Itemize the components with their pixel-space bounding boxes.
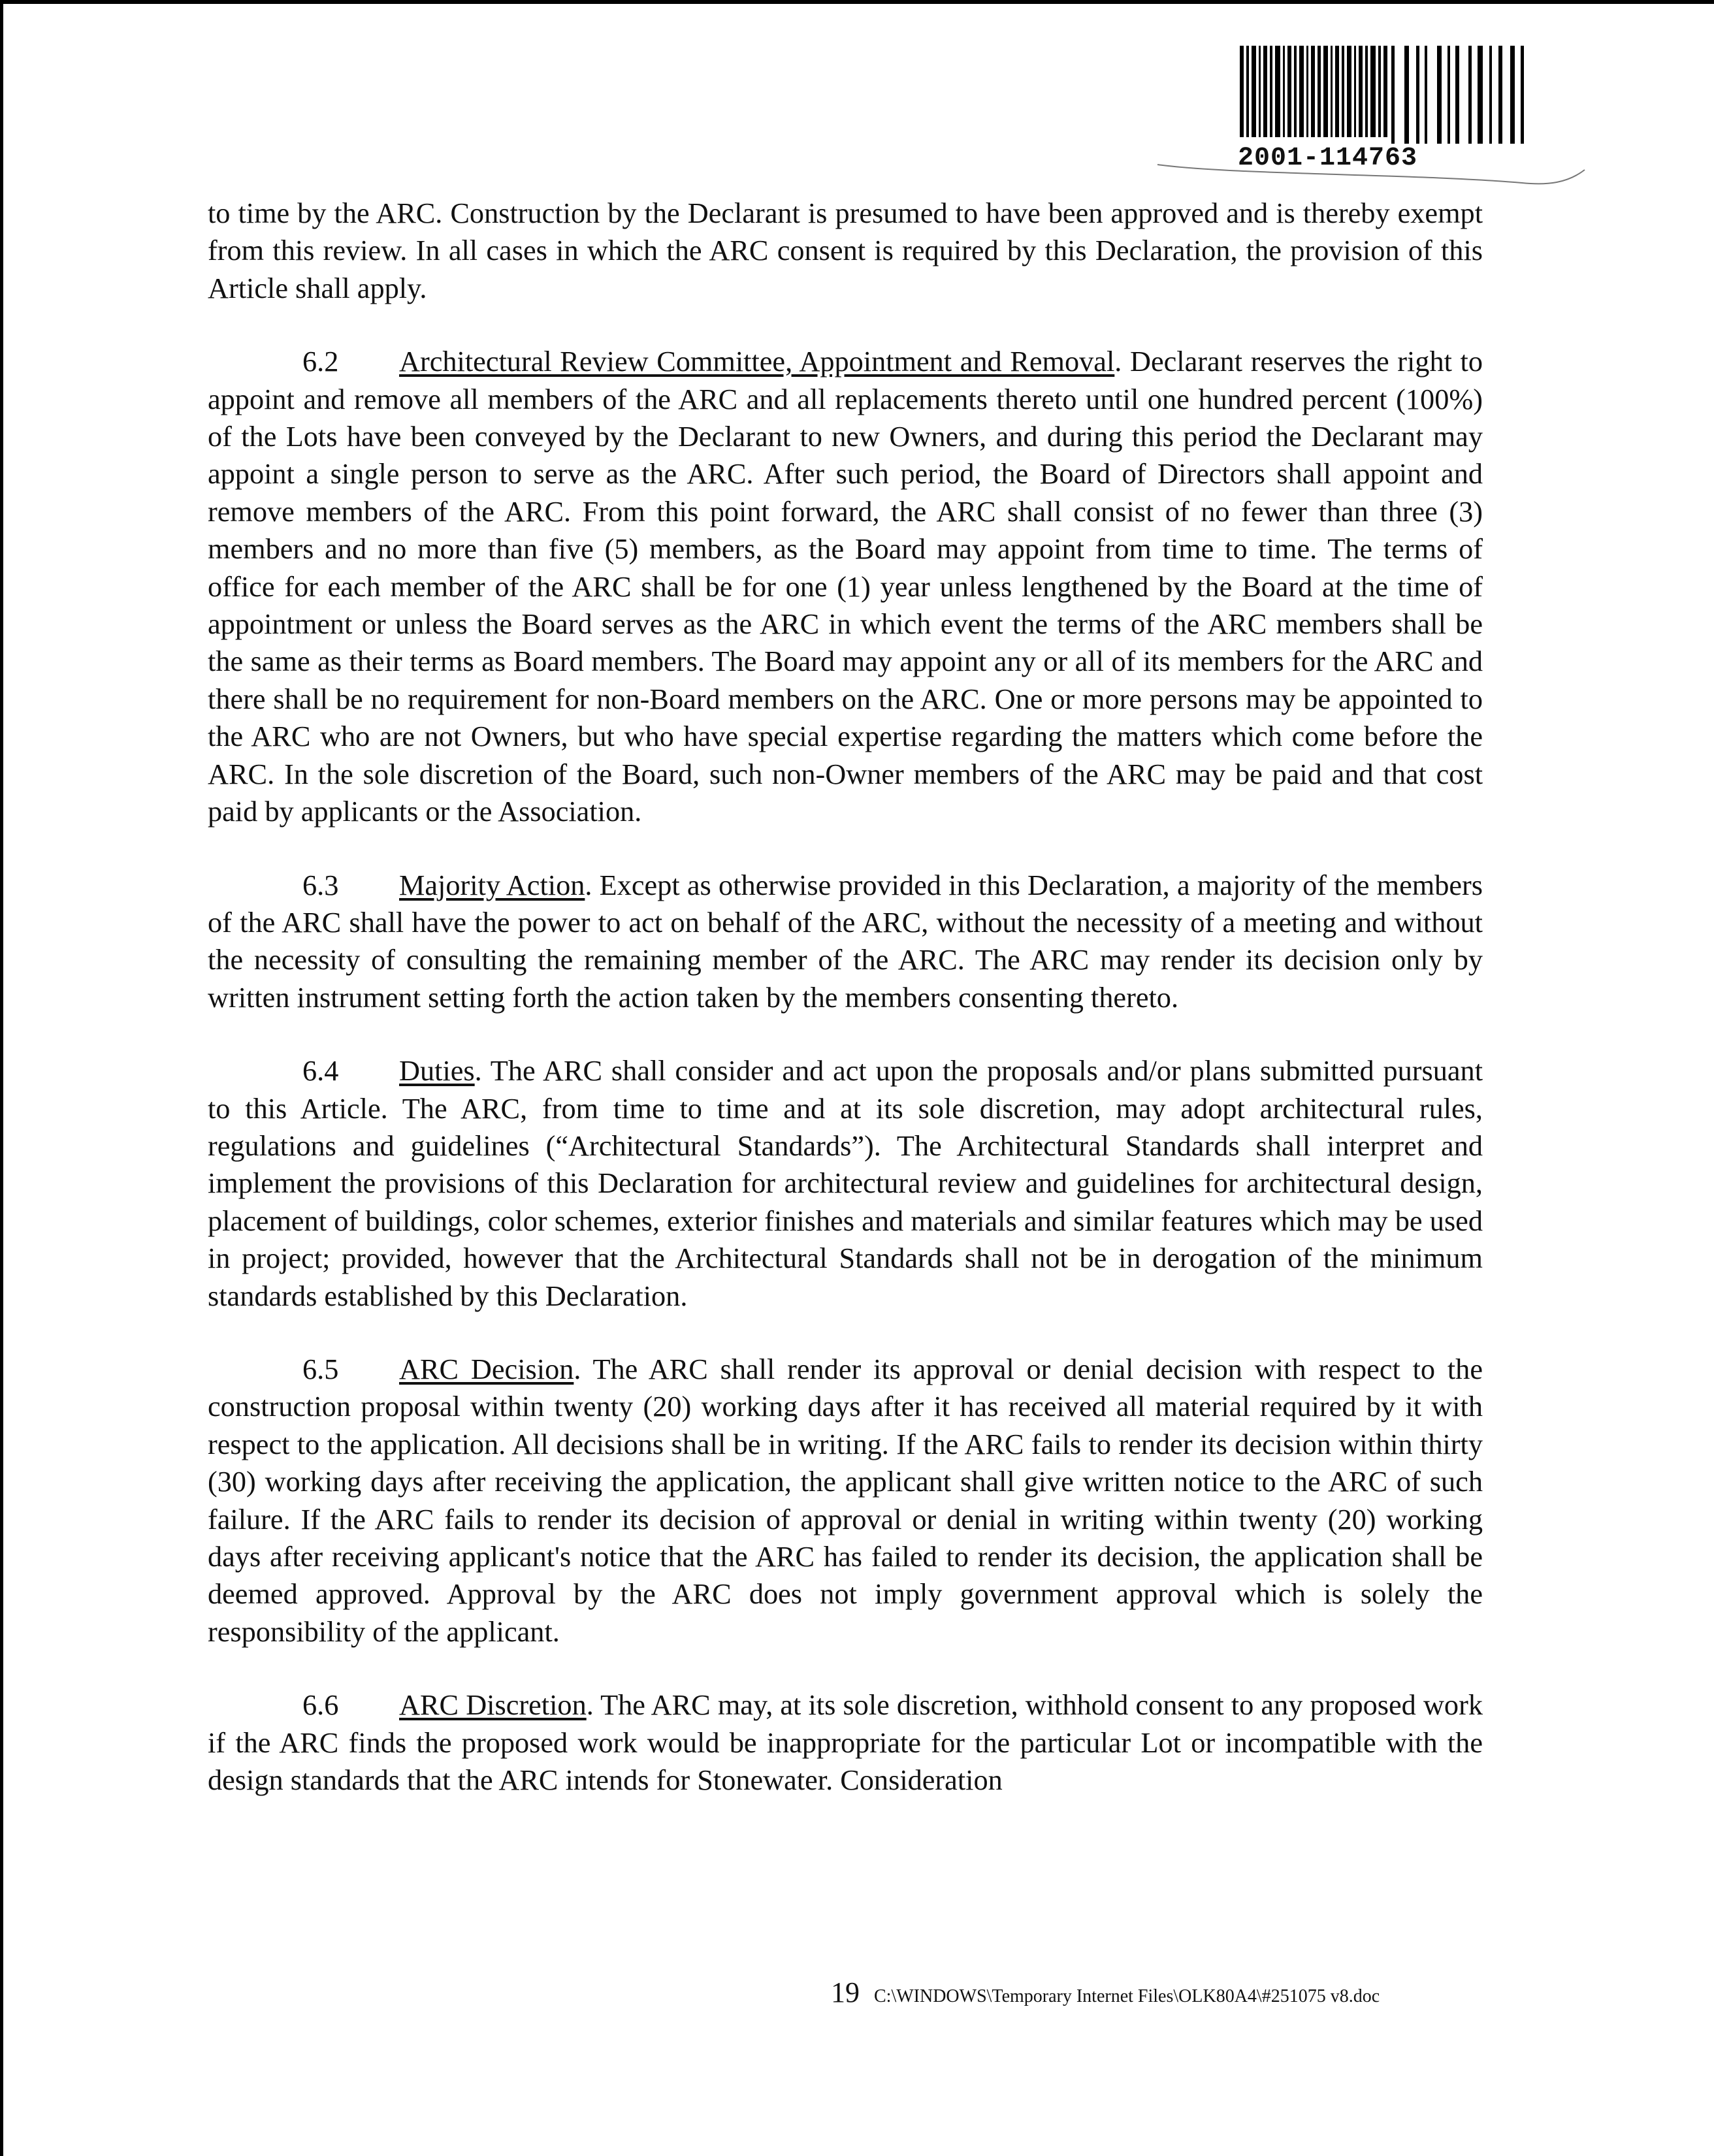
barcode-image xyxy=(1240,46,1534,150)
page-number: 19 xyxy=(831,1976,860,2008)
section-number: 6.5 xyxy=(302,1353,339,1385)
section-title: ARC Decision xyxy=(399,1353,574,1385)
section-title: Architectural Review Committee, Appointment and Removal xyxy=(399,346,1115,378)
section-6-4 xyxy=(208,1052,1483,1315)
file-path: C:\WINDOWS\Temporary Internet Files\OLK80A4\#251075 v8.doc xyxy=(874,1986,1380,2006)
document-body xyxy=(208,195,1483,1835)
section-number: 6.2 xyxy=(302,346,339,378)
section-6-5 xyxy=(208,1351,1483,1650)
section-text: . Except as otherwise provided in this Declaration, a majority of the members of the ARC shall have the power to act on behalf of the ARC, without the necessity of a meeting and without the necessity of consulting the remaining member of the ARC. The ARC may render its decision only by written instrument setting forth the action taken by the members consenting thereto. xyxy=(208,869,1483,1014)
scan-border-left xyxy=(0,0,3,2156)
section-text: . Declarant reserves the right to appoint and remove all members of the ARC and all replacements thereto until one hundred percent (100%) of the Lots have been conveyed by the Declarant to new Owners, and during this period the Declarant may appoint a single person to serve as the ARC. After such period, the Board of Directors shall appoint and remove members of the ARC. From this point forward, the ARC shall consist of no fewer than three (3) members and no more than five (5) members, as the Board may appoint from time to time. The terms of office for each member of the ARC shall be for one (1) year unless lengthened by the Board at the time of appointment or unless the Board serves as the ARC in which event the terms of the ARC members shall be the same as their terms as Board members. The Board may appoint any or all of its members for the ARC and there shall be no requirement for non-Board members on the ARC. One or more persons may be appointed to the ARC who are not Owners, but who have special expertise regarding the matters which come before the ARC. In the sole discretion of the Board, such non-Owner members of the ARC may be paid and that cost paid by applicants or the Association. xyxy=(208,346,1483,828)
section-number: 6.3 xyxy=(302,869,339,901)
stamp-underline-curve xyxy=(1156,137,1587,196)
section-title: ARC Discretion xyxy=(399,1689,587,1722)
page-footer xyxy=(831,1976,1380,2009)
section-title: Majority Action xyxy=(399,869,585,901)
barcode-number: 2001-114763 xyxy=(1238,144,1418,173)
section-6-2 xyxy=(208,343,1483,830)
section-number: 6.4 xyxy=(302,1055,339,1087)
continuation-paragraph: to time by the ARC. Construction by the Declarant is presumed to have been approved and is thereby exempt from this review. In all cases in which the ARC consent is required by this Declaration, the provision of this Article shall apply. xyxy=(208,197,1483,304)
section-6-3 xyxy=(208,867,1483,1017)
section-text: . The ARC may, at its sole discretion, withhold consent to any proposed work if the ARC finds the proposed work would be inappropriate for the particular Lot or incompatible with the design standards that the ARC intends for Stonewater. Consideration xyxy=(208,1689,1483,1797)
scan-border-top xyxy=(0,0,1714,4)
section-6-6 xyxy=(208,1686,1483,1799)
section-text: . The ARC shall render its approval or denial decision with respect to the construction proposal within twenty (20) working days after it has received all material required by it with respect to the application. All decisions shall be in writing. If the ARC fails to render its decision within thirty (30) working days after receiving the application, the applicant shall give written notice to the ARC of such failure. If the ARC fails to render its decision of approval or denial in writing within twenty (20) working days after receiving applicant's notice that the ARC has failed to render its decision, the application shall be deemed approved. Approval by the ARC does not imply government approval which is solely the responsibility of the applicant. xyxy=(208,1353,1483,1648)
section-text: . The ARC shall consider and act upon the proposals and/or plans submitted pursuant to this Article. The ARC, from time to time and at its sole discretion, may adopt architectural rules, regulations and guidelines (“Architectural Standards”). The Architectural Standards shall interpret and implement the provisions of this Declaration for architectural review and guidelines for architectural design, placement of buildings, color schemes, exterior finishes and materials and similar features which may be used in project; provided, however that the Architectural Standards shall not be in derogation of the minimum standards established by this Declaration. xyxy=(208,1055,1483,1312)
section-number: 6.6 xyxy=(302,1689,339,1722)
section-title: Duties xyxy=(399,1055,475,1087)
